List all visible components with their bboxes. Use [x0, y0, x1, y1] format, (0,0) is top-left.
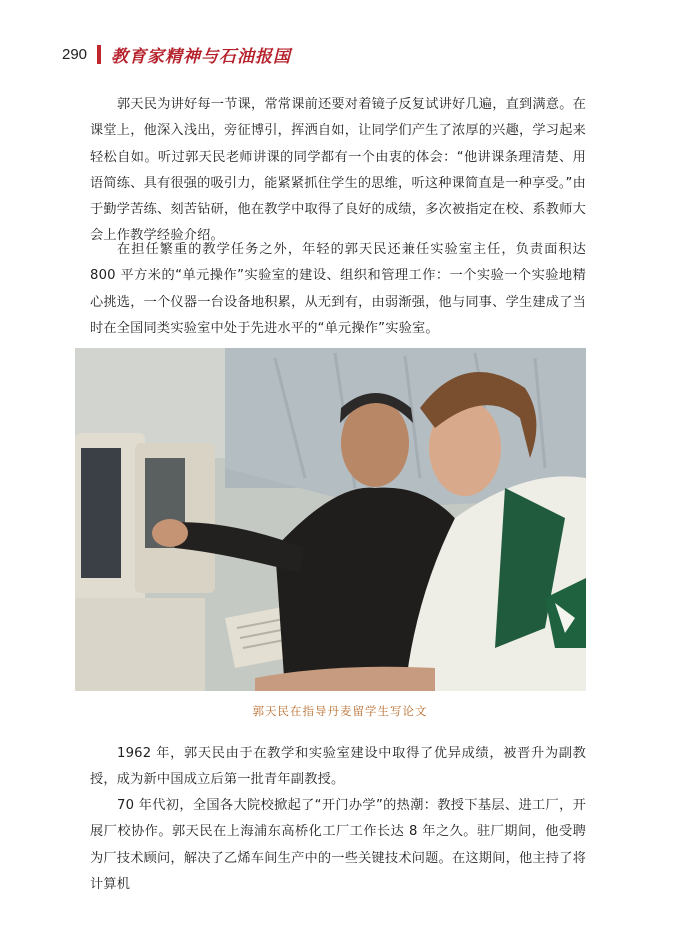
page-number: 290 [62, 45, 88, 63]
body-paragraph: 70 年代初，全国各大院校掀起了“开门办学”的热潮：教授下基层、进工厂，开展厂校协作。郭天民在上海浦东高桥化工厂工作长达 8 年之久。驻厂期间，他受聘为厂技术顾问，解决了乙烯车间生产中的一些关键技术问题。在这期间，他主持了将计算机 [90, 798, 586, 892]
photo-caption: 郭天民在指导丹麦留学生写论文 [252, 704, 428, 718]
photo-teacher-and-student [75, 348, 586, 691]
body-paragraph: 1962 年，郭天民由于在教学和实验室建设中取得了优异成绩，被晋升为副教授，成为新中国成立后第一批青年副教授。 [90, 746, 586, 788]
book-title-logo: 教育家精神与石油报国 [111, 46, 292, 67]
body-paragraph: 郭天民为讲好每一节课，常常课前还要对着镜子反复试讲好几遍，直到满意。在课堂上，他深入浅出，旁征博引，挥洒自如，让同学们产生了浓厚的兴趣，学习起来轻松自如。听过郭天民老师讲课的同学都有一个由衷的体会：“他讲课条理清楚、用语简练、具有很强的吸引力，能紧紧抓住学生的思维，听这种课简直是一种享受。”由于勤学苦练、刻苦钻研，他在教学中取得了良好的成绩，多次被指定在校、系教师大会上作教学经验介绍。 [90, 97, 586, 244]
header-divider [97, 45, 101, 64]
photo-illustration [75, 348, 586, 691]
body-paragraph: 在担任繁重的教学任务之外，年轻的郭天民还兼任实验室主任，负责面积达 800 平方米的“单元操作”实验室的建设、组织和管理工作：一个实验一个实验地精心挑选，一个仪器一台设备地积累，从无到有，由弱渐强，他与同事、学生建成了当时在全国同类实验室中处于先进水平的“单元操作”实验室。 [90, 242, 586, 336]
page-header [62, 40, 291, 68]
